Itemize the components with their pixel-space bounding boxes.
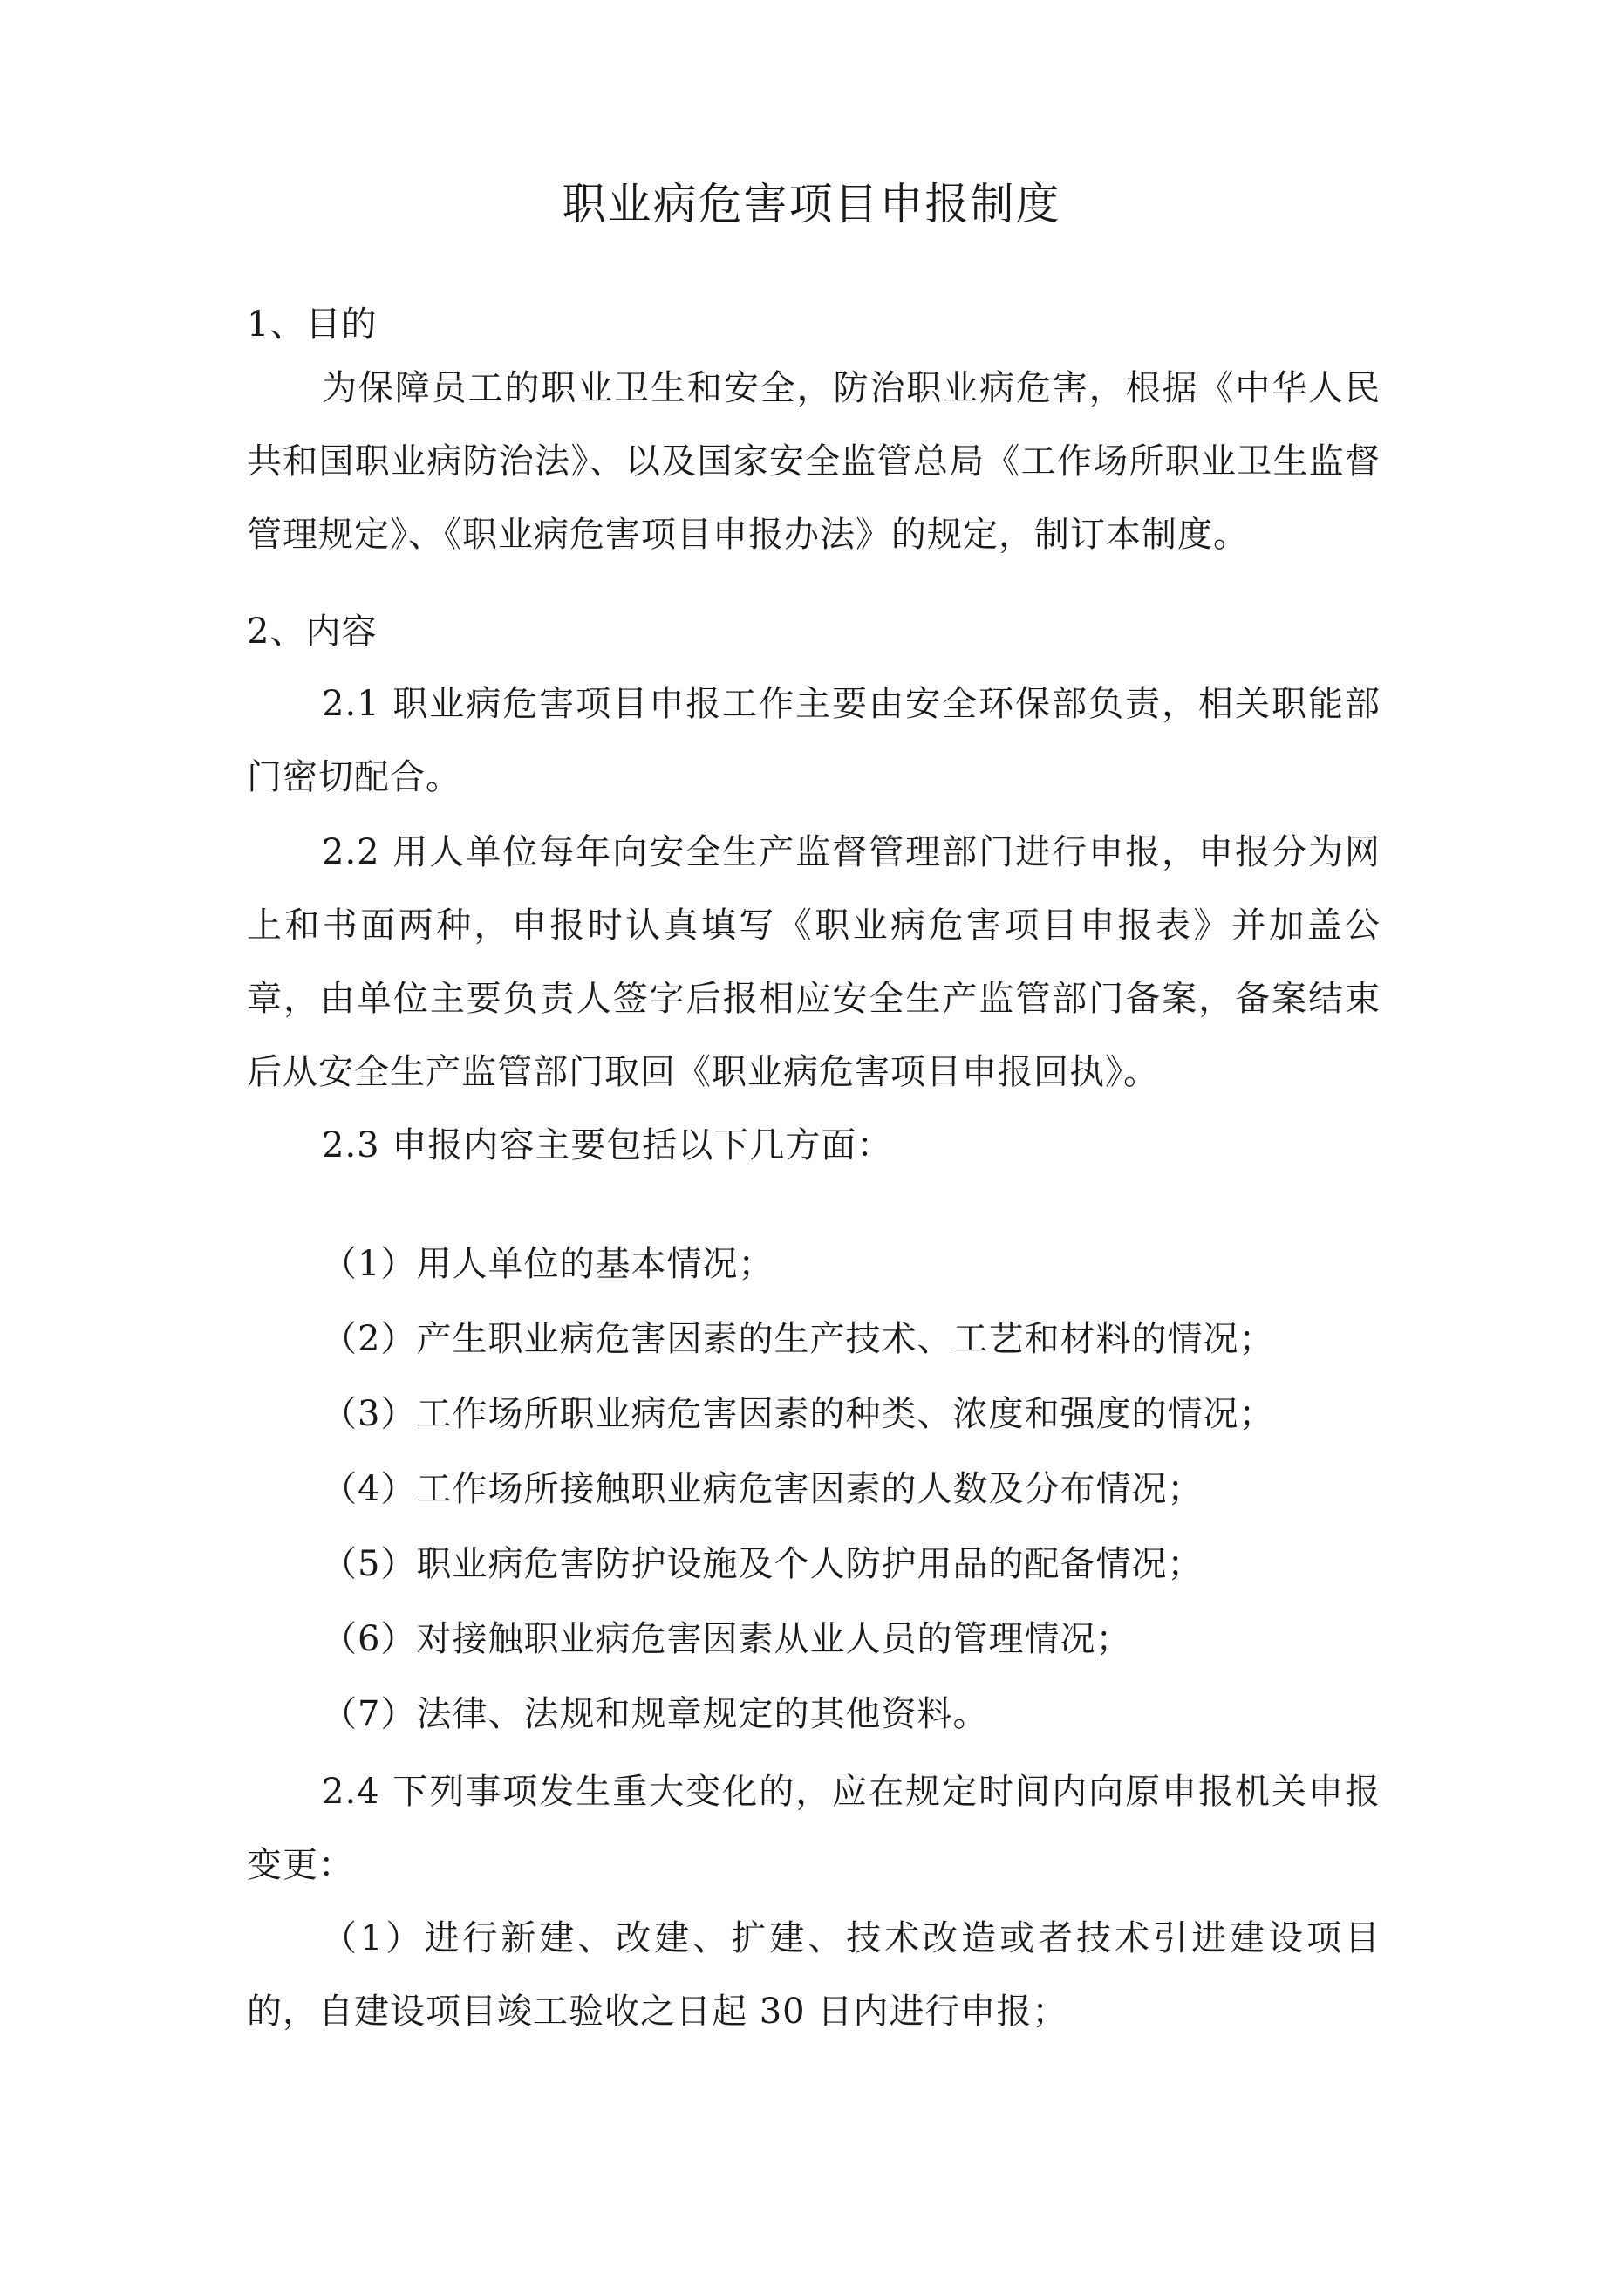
section-2-heading: 2、内容 — [247, 612, 378, 652]
list-item: （7）法律、法规和规章规定的其他资料。 — [322, 1694, 989, 1734]
list-item: （6）对接触职业病危害因素从业人员的管理情况； — [322, 1619, 1132, 1659]
list-item: （3）工作场所职业病危害因素的种类、浓度和强度的情况； — [322, 1394, 1275, 1434]
paragraph-2-1: 2.1 职业病危害项目申报工作主要由安全环保部负责，相关职能部门密切配合。 — [247, 684, 1381, 797]
list-item: （1）用人单位的基本情况； — [322, 1244, 774, 1284]
list-item: （4）工作场所接触职业病危害因素的人数及分布情况； — [322, 1469, 1204, 1509]
page-title: 职业病危害项目申报制度 — [562, 179, 1061, 229]
section-1-heading: 1、目的 — [247, 304, 378, 345]
paragraph-2-2: 2.2 用人单位每年向安全生产监督管理部门进行申报，申报分为网上和书面两种，申报时认真填写《职业病危害项目申报表》并加盖公章，由单位主要负责人签字后报相应安全生产监管部门备案，备案结束后从安全生产监管部门取回《职业病危害项目申报回执》。 — [247, 832, 1381, 1092]
paragraph-2-4: 2.4 下列事项发生重大变化的，应在规定时间内向原申报机关申报变更： — [247, 1772, 1381, 1885]
paragraph-2-3: 2.3 申报内容主要包括以下几方面： — [322, 1125, 893, 1165]
section-1-body: 为保障员工的职业卫生和安全，防治职业病危害，根据《中华人民共和国职业病防治法》、以及国家安全监管总局《工作场所职业卫生监督管理规定》、《职业病危害项目申报办法》的规定，制订本制度。 — [247, 368, 1381, 555]
list-item: （5）职业病危害防护设施及个人防护用品的配备情况； — [322, 1544, 1204, 1584]
paragraph-2-4-item-1: （1）进行新建、改建、扩建、技术改造或者技术引进建设项目的，自建设项目竣工验收之日起 30 日内进行申报； — [247, 1918, 1381, 2032]
list-item: （2）产生职业病危害因素的生产技术、工艺和材料的情况； — [322, 1319, 1275, 1359]
